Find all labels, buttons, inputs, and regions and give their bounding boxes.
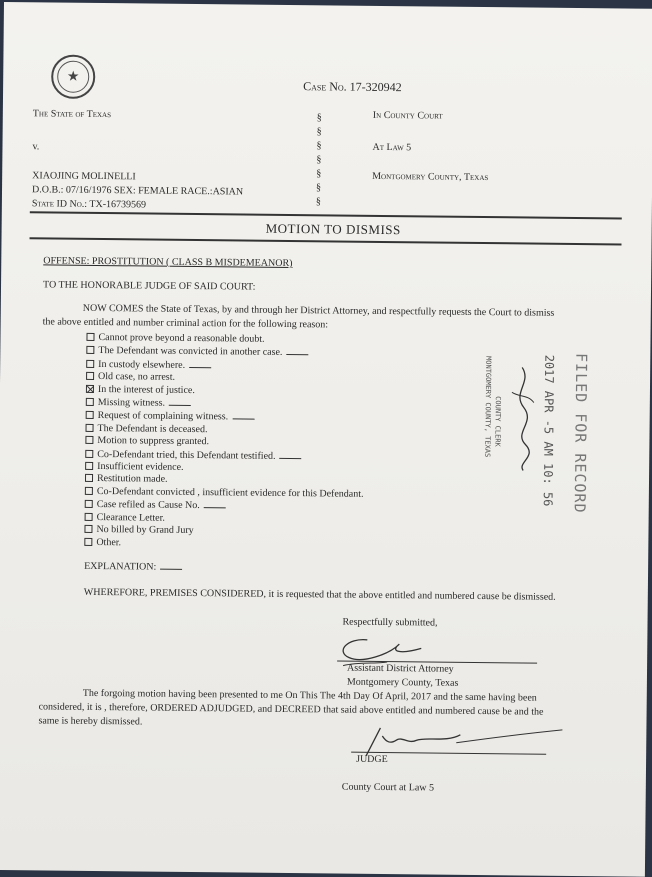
reason-blank bbox=[169, 397, 191, 406]
checkbox-icon[interactable] bbox=[86, 360, 94, 368]
ada-county: Montgomery County, Texas bbox=[346, 676, 459, 689]
order-line-2: considered, it is , therefore, ORDERED ADJUDGED, and DECREED that said above entitled and numbered cause be and the bbox=[38, 701, 544, 718]
reasons-checklist bbox=[84, 332, 365, 552]
reason-label: In custody elsewhere. bbox=[98, 358, 186, 371]
clerk-signature-icon bbox=[501, 362, 542, 474]
filed-stamp bbox=[477, 352, 598, 514]
checkbox-icon[interactable] bbox=[85, 450, 93, 458]
checkbox-icon[interactable] bbox=[85, 513, 93, 521]
reason-blank bbox=[280, 450, 302, 459]
reason-label: Other. bbox=[96, 536, 122, 548]
explanation-line: EXPLANATION: bbox=[84, 560, 182, 573]
reason-blank bbox=[204, 499, 226, 508]
reason-label: Request of complaining witness. bbox=[97, 410, 229, 423]
caption-versus: v. bbox=[32, 141, 40, 153]
checkbox-checked-icon[interactable] bbox=[86, 385, 94, 393]
state-seal-icon: ★ bbox=[51, 54, 95, 98]
title-rule-top bbox=[30, 211, 622, 219]
checkbox-icon[interactable] bbox=[86, 398, 94, 406]
offense-line: OFFENSE: PROSTITUTION ( CLASS B MISDEMEANOR) bbox=[43, 255, 293, 270]
title-rule-bottom bbox=[30, 237, 622, 245]
checkbox-icon[interactable] bbox=[86, 424, 94, 432]
court-footer: County Court at Law 5 bbox=[341, 781, 435, 794]
checkbox-icon[interactable] bbox=[85, 487, 93, 495]
reason-label: The Defendant was convicted in another case. bbox=[98, 345, 283, 359]
document-page bbox=[0, 2, 652, 877]
court-number: At Law 5 bbox=[372, 141, 412, 154]
reason-label: Missing witness. bbox=[97, 397, 166, 409]
court-county: Montgomery County, Texas bbox=[372, 170, 489, 184]
reason-label: Co-Defendant convicted , insufficient evidence for this Defendant. bbox=[96, 485, 364, 500]
ada-title: Assistant District Attorney bbox=[346, 662, 454, 675]
reason-label: Co-Defendant tried, this Defendant testified. bbox=[97, 448, 276, 462]
reason-label: Clearance Letter. bbox=[96, 511, 165, 524]
intro-line-1: NOW COMES the State of Texas, by and through her District Attorney, and respectfully requests the Court to dismiss bbox=[82, 302, 555, 319]
checkbox-icon[interactable] bbox=[84, 525, 92, 533]
defendant-details: D.O.B.: 07/16/1976 SEX: FEMALE RACE.:ASIAN bbox=[31, 184, 244, 198]
reason-label: In the interest of justice. bbox=[97, 383, 195, 396]
checkbox-icon[interactable] bbox=[86, 333, 94, 341]
court-name: In County Court bbox=[372, 109, 443, 122]
wherefore-text: WHEREFORE, PREMISES CONSIDERED, it is requested that the above entitled and numbered cause be dismissed. bbox=[83, 586, 556, 603]
caption-state: The State of Texas bbox=[32, 108, 112, 121]
reason-label: Cannot prove beyond a reasonable doubt. bbox=[98, 332, 265, 345]
section-marks: § § § § § § § bbox=[315, 112, 322, 208]
salutation: TO THE HONORABLE JUDGE OF SAID COURT: bbox=[42, 279, 256, 293]
checkbox-icon[interactable] bbox=[86, 372, 94, 380]
checkbox-icon[interactable] bbox=[85, 474, 93, 482]
stamp-clerk: COUNTY CLERK bbox=[493, 396, 502, 447]
intro-line-2: the above entitled and number criminal action for the following reason: bbox=[42, 316, 329, 331]
checkbox-icon[interactable] bbox=[85, 500, 93, 508]
order-line-3: same is hereby dismissed. bbox=[38, 715, 143, 728]
respectfully-submitted: Respectfully submitted, bbox=[342, 616, 438, 629]
judge-label: JUDGE bbox=[356, 753, 388, 766]
reason-label: The Defendant is deceased. bbox=[97, 422, 208, 435]
reason-label: Insufficient evidence. bbox=[97, 461, 184, 473]
motion-title: MOTION TO DISMISS bbox=[265, 220, 401, 238]
reason-label: Old case, no arrest. bbox=[98, 371, 176, 384]
defendant-name: XIAOJING MOLINELLI bbox=[32, 170, 136, 183]
reason-label: Restitution made. bbox=[96, 473, 168, 486]
checkbox-icon[interactable] bbox=[86, 411, 94, 419]
stamp-county: MONTGOMERY COUNTY, TEXAS bbox=[483, 356, 493, 458]
state-id: State ID No.: TX-16739569 bbox=[31, 198, 147, 211]
reason-blank bbox=[286, 346, 308, 355]
reason-blank bbox=[232, 411, 254, 420]
checkbox-icon[interactable] bbox=[86, 346, 94, 354]
reason-label: Case refiled as Cause No. bbox=[96, 499, 200, 512]
case-number: Case No. 17-320942 bbox=[303, 79, 402, 95]
checkbox-icon[interactable] bbox=[85, 436, 93, 444]
checkbox-icon[interactable] bbox=[85, 462, 93, 470]
stamp-filed: FILED FOR RECORD bbox=[570, 352, 591, 514]
stamp-date: 2017 APR -5 AM 10: 56 bbox=[540, 354, 557, 507]
reason-blank bbox=[189, 359, 211, 368]
reason-label: No billed by Grand Jury bbox=[96, 524, 194, 537]
reason-label: Motion to suppress granted. bbox=[97, 435, 210, 448]
order-line-1: The forgoing motion having been presented to me On This The 4th Day Of April, 2017 and the same having been bbox=[82, 687, 537, 704]
checkbox-icon[interactable] bbox=[84, 537, 92, 545]
reason-item bbox=[84, 536, 363, 551]
